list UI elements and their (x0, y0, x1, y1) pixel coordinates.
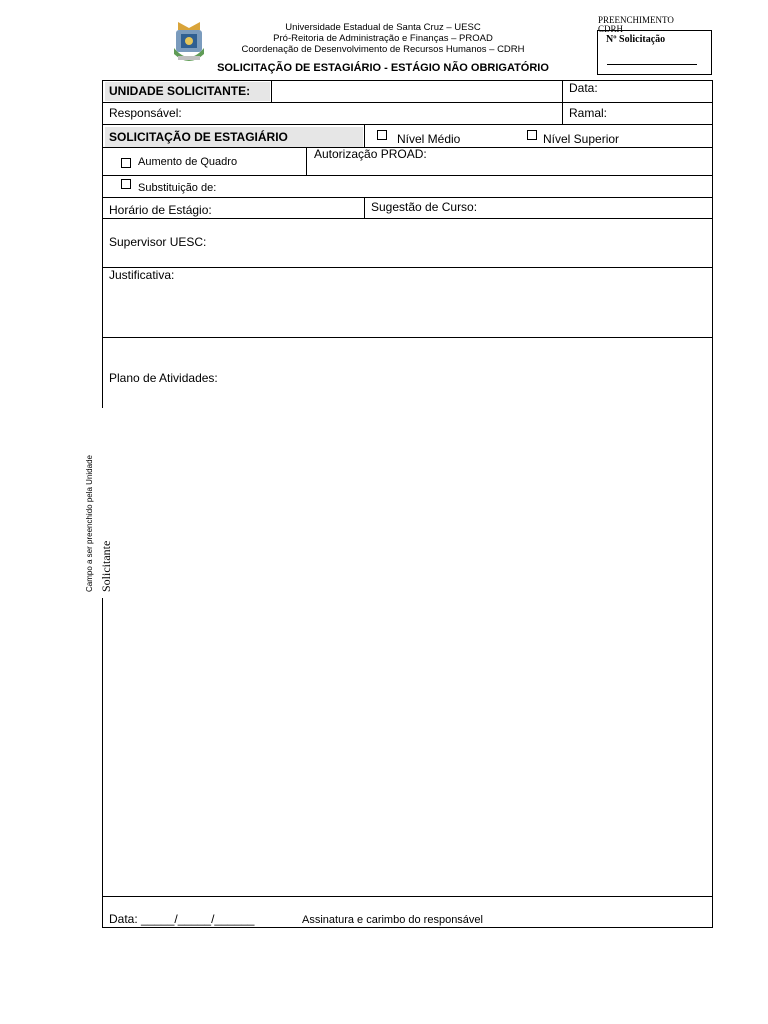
header-line-university: Universidade Estadual de Santa Cruz – UESC (285, 22, 481, 33)
nivel-superior-label: Nível Superior (543, 132, 620, 146)
nivel-medio-label: Nível Médio (397, 132, 461, 146)
justificativa-field[interactable] (104, 283, 710, 335)
side-label-line1: Campo a ser preenchido pela Unidade (85, 455, 94, 592)
justificativa-label: Justificativa: (109, 268, 175, 282)
ramal-label: Ramal: (569, 106, 608, 120)
autorizacao-proad-label: Autorização PROAD: (314, 147, 427, 161)
horario-estagio-label: Horário de Estágio: (109, 203, 212, 217)
solicitacao-estagiario-label: SOLICITAÇÃO DE ESTAGIÁRIO (109, 130, 288, 144)
aumento-quadro-label: Aumento de Quadro (138, 156, 238, 168)
unidade-solicitante-label: UNIDADE SOLICITANTE: (109, 84, 251, 98)
nivel-superior-checkbox[interactable] (527, 130, 537, 140)
nivel-medio-checkbox[interactable] (377, 130, 387, 140)
sugestao-curso-label: Sugestão de Curso: (371, 200, 478, 214)
document-title: SOLICITAÇÃO DE ESTAGIÁRIO - ESTÁGIO NÃO OBRIGATÓRIO (217, 62, 549, 74)
side-label-line2: Solicitante (99, 540, 113, 592)
plano-atividades-label: Plano de Atividades: (109, 371, 218, 385)
solicitation-number-label: Nº Solicitação (606, 34, 666, 45)
data-label: Data: (569, 81, 598, 95)
aumento-quadro-checkbox[interactable] (121, 158, 131, 168)
solicitation-number-field[interactable] (607, 64, 697, 65)
substituicao-checkbox[interactable] (121, 179, 131, 189)
data-footer-label: Data: _____/_____/______ (109, 912, 255, 926)
cdrh-heading: PREENCHIMENTO CDRH (598, 15, 674, 34)
plano-atividades-field[interactable] (104, 390, 710, 892)
substituicao-label: Substituição de: (138, 182, 217, 194)
header-line-cdrh: Coordenação de Desenvolvimento de Recursos Humanos – CDRH (241, 44, 525, 55)
assinatura-label: Assinatura e carimbo do responsável (302, 914, 483, 926)
header-line-proad: Pró-Reitoria de Administração e Finanças – PROAD (273, 33, 493, 44)
supervisor-uesc-label: Supervisor UESC: (109, 235, 207, 249)
responsavel-label: Responsável: (109, 106, 182, 120)
unidade-solicitante-field[interactable] (273, 82, 560, 101)
